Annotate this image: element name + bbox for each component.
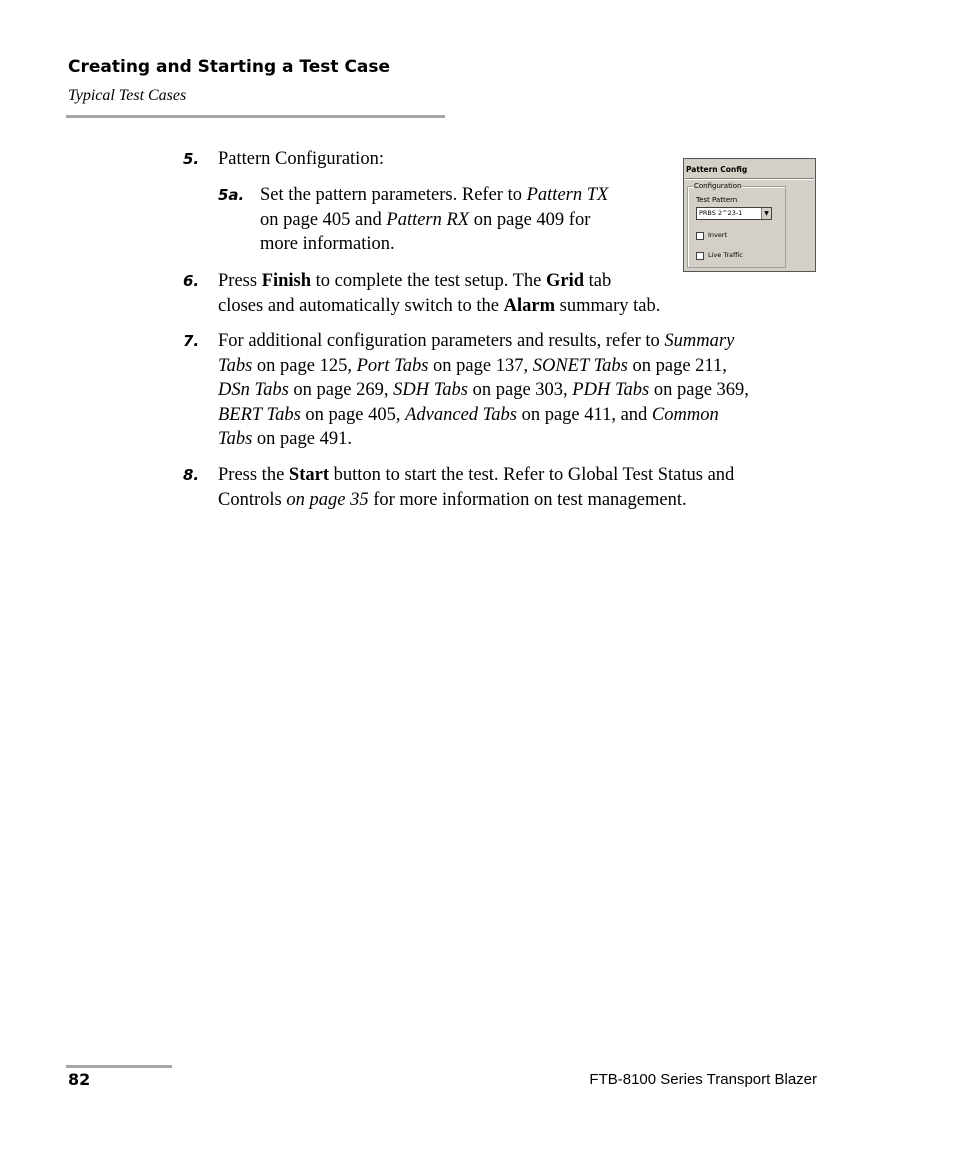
- ref-summary-tabs[interactable]: Summary: [664, 331, 735, 351]
- ref-common-tabs[interactable]: Common: [651, 404, 719, 425]
- ref-port-tabs[interactable]: Port Tabs: [356, 355, 429, 376]
- chevron-down-icon[interactable]: ▼: [761, 208, 771, 219]
- step-7-number: 7.: [183, 332, 200, 350]
- panel-separator: [685, 178, 814, 180]
- test-pattern-select[interactable]: [696, 207, 772, 220]
- ref-pdh-tabs[interactable]: PDH Tabs: [572, 380, 650, 400]
- ref-sonet-tabs[interactable]: SONET Tabs: [532, 355, 628, 376]
- invert-checkbox[interactable]: [696, 232, 704, 240]
- footer-rule: [66, 1065, 172, 1068]
- ref-summary-tabs-cont[interactable]: Tabs: [218, 355, 253, 376]
- pattern-config-title: Pattern Config: [686, 165, 748, 174]
- test-pattern-label: Test Pattern: [696, 196, 738, 204]
- ref-common-tabs-cont[interactable]: Tabs: [218, 429, 253, 449]
- step-8-number: 8.: [183, 466, 200, 484]
- ref-bert-tabs[interactable]: BERT Tabs: [218, 404, 301, 425]
- ref-dsn-tabs[interactable]: DSn Tabs: [218, 380, 289, 400]
- ref-pattern-tx[interactable]: Pattern TX: [526, 185, 609, 205]
- step-6-number: 6.: [183, 272, 200, 290]
- step-8-text: Press the Start button to start the test. Refer to Global Test Status and Controls on page 35 for more information on test management.: [218, 465, 735, 510]
- step-6-text: Press Finish to complete the test setup. The Grid tab closes and automatically switch to the Alarm summary tab.: [218, 271, 661, 316]
- header-rule: [66, 115, 445, 118]
- live-traffic-checkbox[interactable]: [696, 252, 704, 260]
- step-5a-number: 5a.: [218, 186, 245, 204]
- invert-label: Invert: [708, 231, 728, 239]
- configuration-group: [687, 182, 786, 268]
- step-7-text: For additional configuration parameters and results, refer to Summary Tabs on page 125, Port Tabs on page 137, SONET Tabs on page 211, DSn Tabs on page 269, SDH Tabs on page 303, PDH Tabs on page 369, BERT Tabs on page 405, Advanced Tabs on page 411, and Common Tabs on page 491.: [218, 331, 749, 449]
- chapter-title: Creating and Starting a Test Case: [68, 57, 391, 77]
- step-5a-text: Set the pattern parameters. Refer to Pattern TX on page 405 and Pattern RX on page 409 for more information.: [260, 185, 609, 254]
- configuration-group-label: Configuration: [694, 182, 742, 190]
- page-number: 82: [68, 1070, 91, 1089]
- ref-advanced-tabs[interactable]: Advanced Tabs: [405, 404, 517, 425]
- document-title: FTB-8100 Series Transport Blazer: [589, 1071, 817, 1088]
- step-5-number: 5.: [183, 150, 200, 168]
- pattern-config-panel: [683, 158, 816, 272]
- ref-sdh-tabs[interactable]: SDH Tabs: [393, 380, 468, 400]
- ref-page-35[interactable]: on page 35: [286, 489, 369, 510]
- step-5-text: Pattern Configuration:: [218, 149, 384, 169]
- test-pattern-value: PRBS 2^23-1: [699, 209, 743, 217]
- ref-pattern-rx[interactable]: Pattern RX: [386, 209, 470, 230]
- section-subtitle: Typical Test Cases: [68, 87, 187, 104]
- live-traffic-label: Live Traffic: [708, 251, 743, 259]
